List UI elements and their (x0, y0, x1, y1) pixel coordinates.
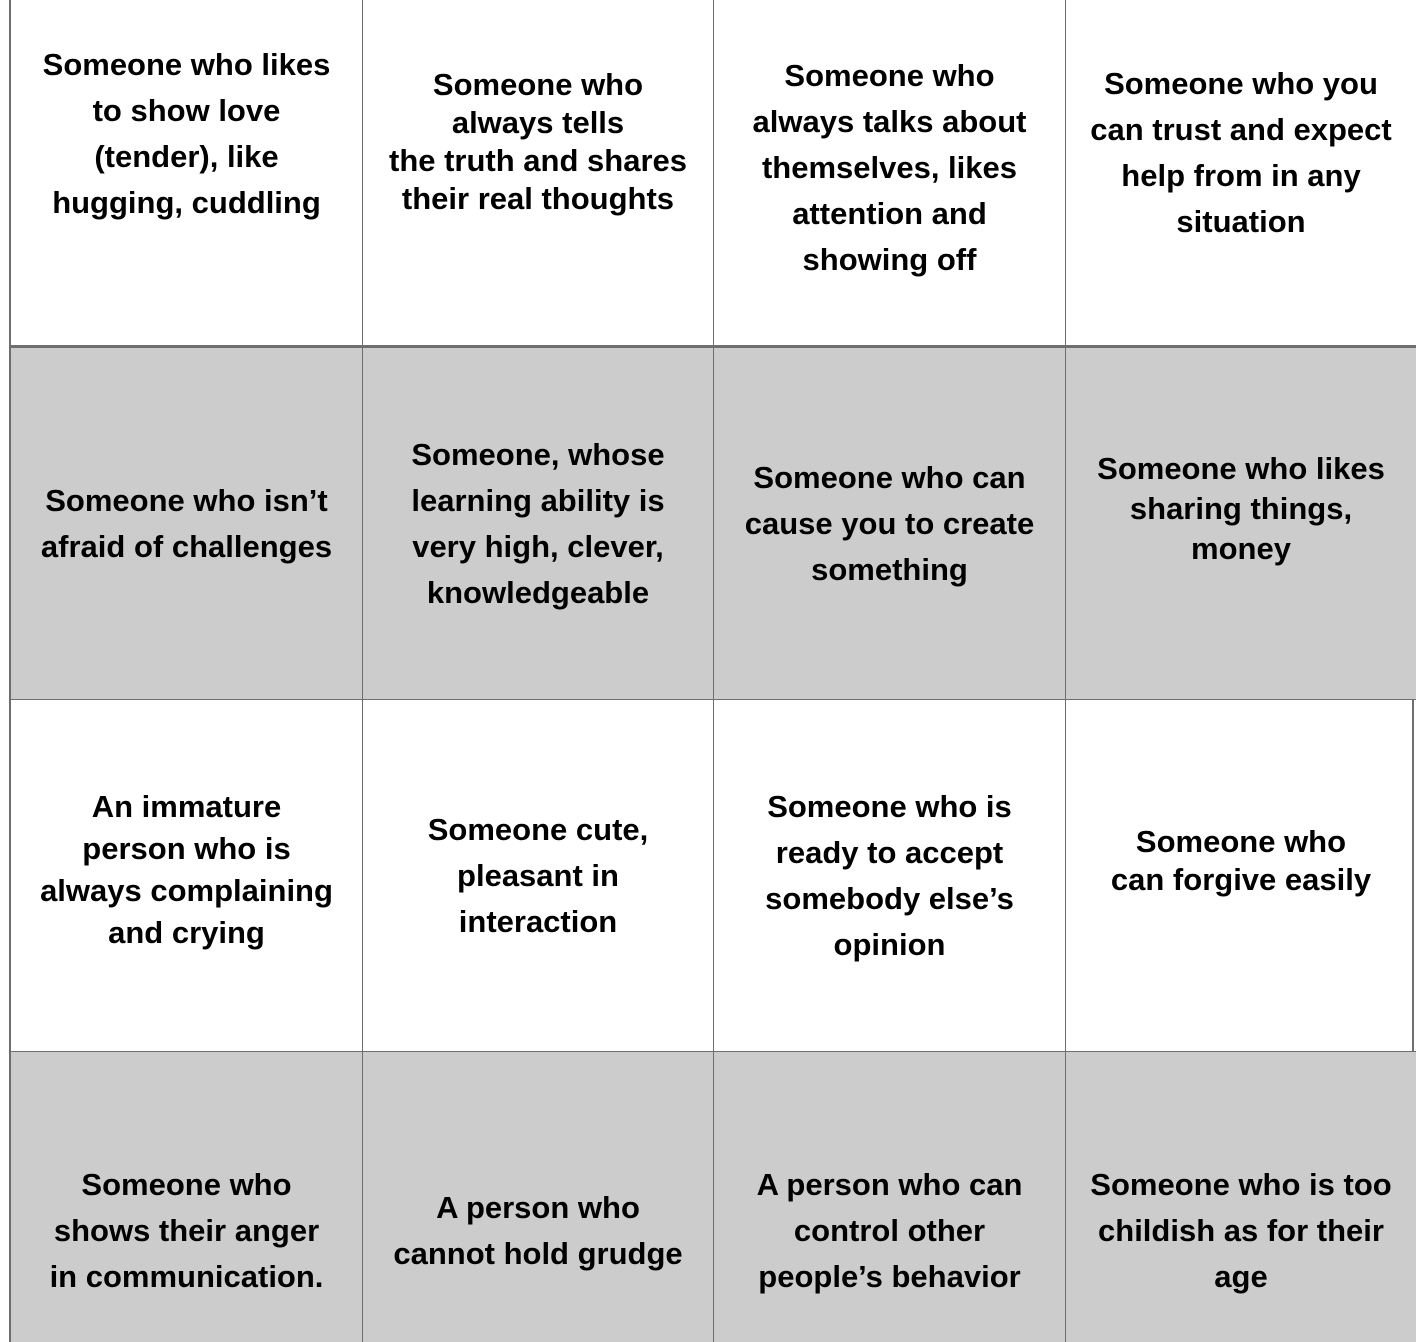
card-talks-about-themselves: Someone who always talks about themselves, likes attention and showing off (714, 0, 1066, 346)
card-shows-anger: Someone who shows their anger in communication. (11, 1052, 363, 1342)
card-always-tells-truth: Someone who always tells the truth and shares their real thoughts (363, 0, 714, 346)
card-trust-and-expect-help: Someone who you can trust and expect help from in any situation (1066, 0, 1416, 346)
trait-card-grid (9, 0, 1414, 1342)
card-likes-to-show-love: Someone who likes to show love (tender), like hugging, cuddling (11, 0, 363, 346)
card-cause-you-to-create: Someone who can cause you to create something (714, 346, 1066, 700)
card-cannot-hold-grudge: A person who cannot hold grudge (363, 1052, 714, 1342)
card-too-childish: Someone who is too childish as for their age (1066, 1052, 1416, 1342)
card-immature-complaining: An immature person who is always complaining and crying (11, 700, 363, 1052)
card-not-afraid-of-challenges: Someone who isn’t afraid of challenges (11, 346, 363, 700)
card-forgive-easily: Someone who can forgive easily (1066, 700, 1416, 1052)
card-high-learning-ability: Someone, whose learning ability is very high, clever, knowledgeable (363, 346, 714, 700)
card-controls-others: A person who can control other people’s behavior (714, 1052, 1066, 1342)
card-cute-pleasant: Someone cute, pleasant in interaction (363, 700, 714, 1052)
card-likes-sharing: Someone who likes sharing things, money (1066, 346, 1416, 700)
card-accept-others-opinion: Someone who is ready to accept somebody else’s opinion (714, 700, 1066, 1052)
